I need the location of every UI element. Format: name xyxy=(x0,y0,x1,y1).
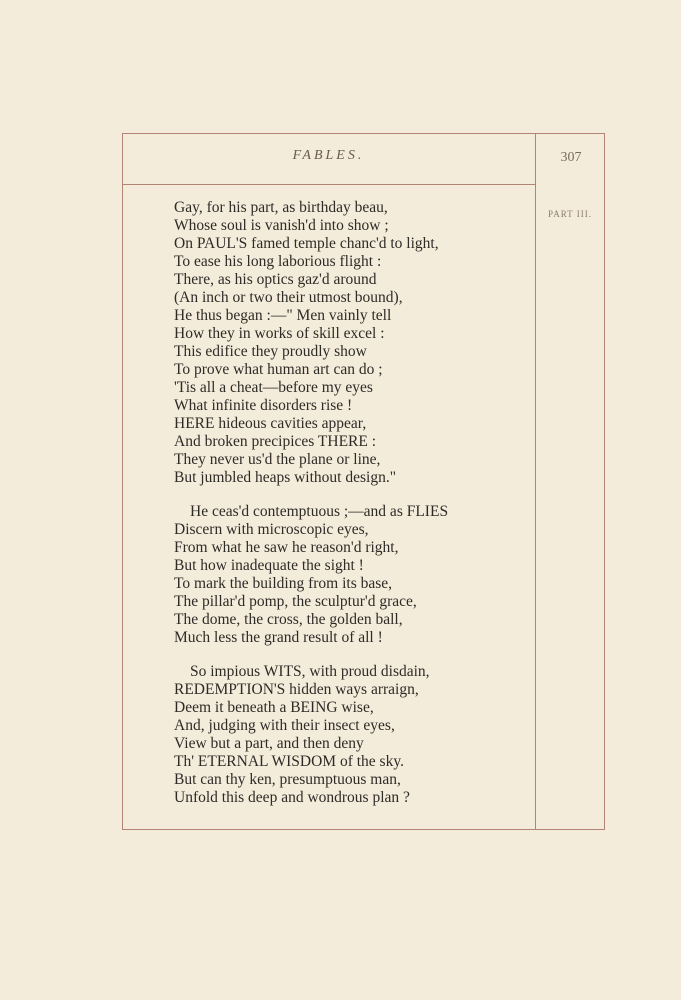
poem-line: REDEMPTION'S hidden ways arraign, xyxy=(174,681,419,698)
poem-line: And, judging with their insect eyes, xyxy=(174,717,395,734)
margin-column-rule xyxy=(535,133,536,829)
poem-line: The pillar'd pomp, the sculptur'd grace, xyxy=(174,593,417,610)
poem-line: Deem it beneath a BEING wise, xyxy=(174,699,374,716)
stanza xyxy=(174,199,529,487)
frame-bottom-rule xyxy=(122,829,605,830)
frame-right-rule xyxy=(604,133,605,829)
poem-line: To prove what human art can do ; xyxy=(174,361,383,378)
poem-line: What infinite disorders rise ! xyxy=(174,397,353,414)
running-title: FABLES. xyxy=(292,148,365,163)
poem-line: This edifice they proudly show xyxy=(174,343,367,360)
poem-line: The dome, the cross, the golden ball, xyxy=(174,611,403,628)
poem-line: But how inadequate the sight ! xyxy=(174,557,364,574)
stanza xyxy=(174,663,529,807)
header-rule xyxy=(122,184,535,185)
poem-line: Th' ETERNAL WISDOM of the sky. xyxy=(174,753,404,770)
frame-left-rule xyxy=(122,133,123,829)
poem-line: Much less the grand result of all ! xyxy=(174,629,383,646)
poem-line: He thus began :—" Men vainly tell xyxy=(174,307,392,324)
poem-body xyxy=(174,199,529,807)
poem-line: Discern with microscopic eyes, xyxy=(174,521,369,538)
poem-line: From what he saw he reason'd right, xyxy=(174,539,399,556)
page-number: 307 xyxy=(560,150,582,165)
poem-line: Gay, for his part, as birthday beau, xyxy=(174,199,388,216)
frame-top-rule xyxy=(122,133,605,134)
poem-line: View but a part, and then deny xyxy=(174,735,364,752)
poem-line: Whose soul is vanish'd into show ; xyxy=(174,217,389,234)
poem-line: (An inch or two their utmost bound), xyxy=(174,289,403,306)
poem-line: Unfold this deep and wondrous plan ? xyxy=(174,789,410,806)
poem-line: To mark the building from its base, xyxy=(174,575,393,592)
poem-line: But jumbled heaps without design." xyxy=(174,469,397,486)
poem-line: How they in works of skill excel : xyxy=(174,325,385,342)
poem-line: On PAUL'S famed temple chanc'd to light, xyxy=(174,235,439,252)
poem-line: HERE hideous cavities appear, xyxy=(174,415,367,432)
poem-line: To ease his long laborious flight : xyxy=(174,253,382,270)
poem-line: 'Tis all a cheat—before my eyes xyxy=(174,379,373,396)
poem-line: And broken precipices THERE : xyxy=(174,433,377,450)
stanza xyxy=(174,503,529,647)
poem-line: But can thy ken, presumptuous man, xyxy=(174,771,401,788)
poem-line: They never us'd the plane or line, xyxy=(174,451,381,468)
poem-line: So impious WITS, with proud disdain, xyxy=(190,663,430,680)
poem-line: There, as his optics gaz'd around xyxy=(174,271,377,288)
side-note: PART III. xyxy=(548,209,592,219)
poem-line: He ceas'd contemptuous ;—and as FLIES xyxy=(190,503,449,520)
